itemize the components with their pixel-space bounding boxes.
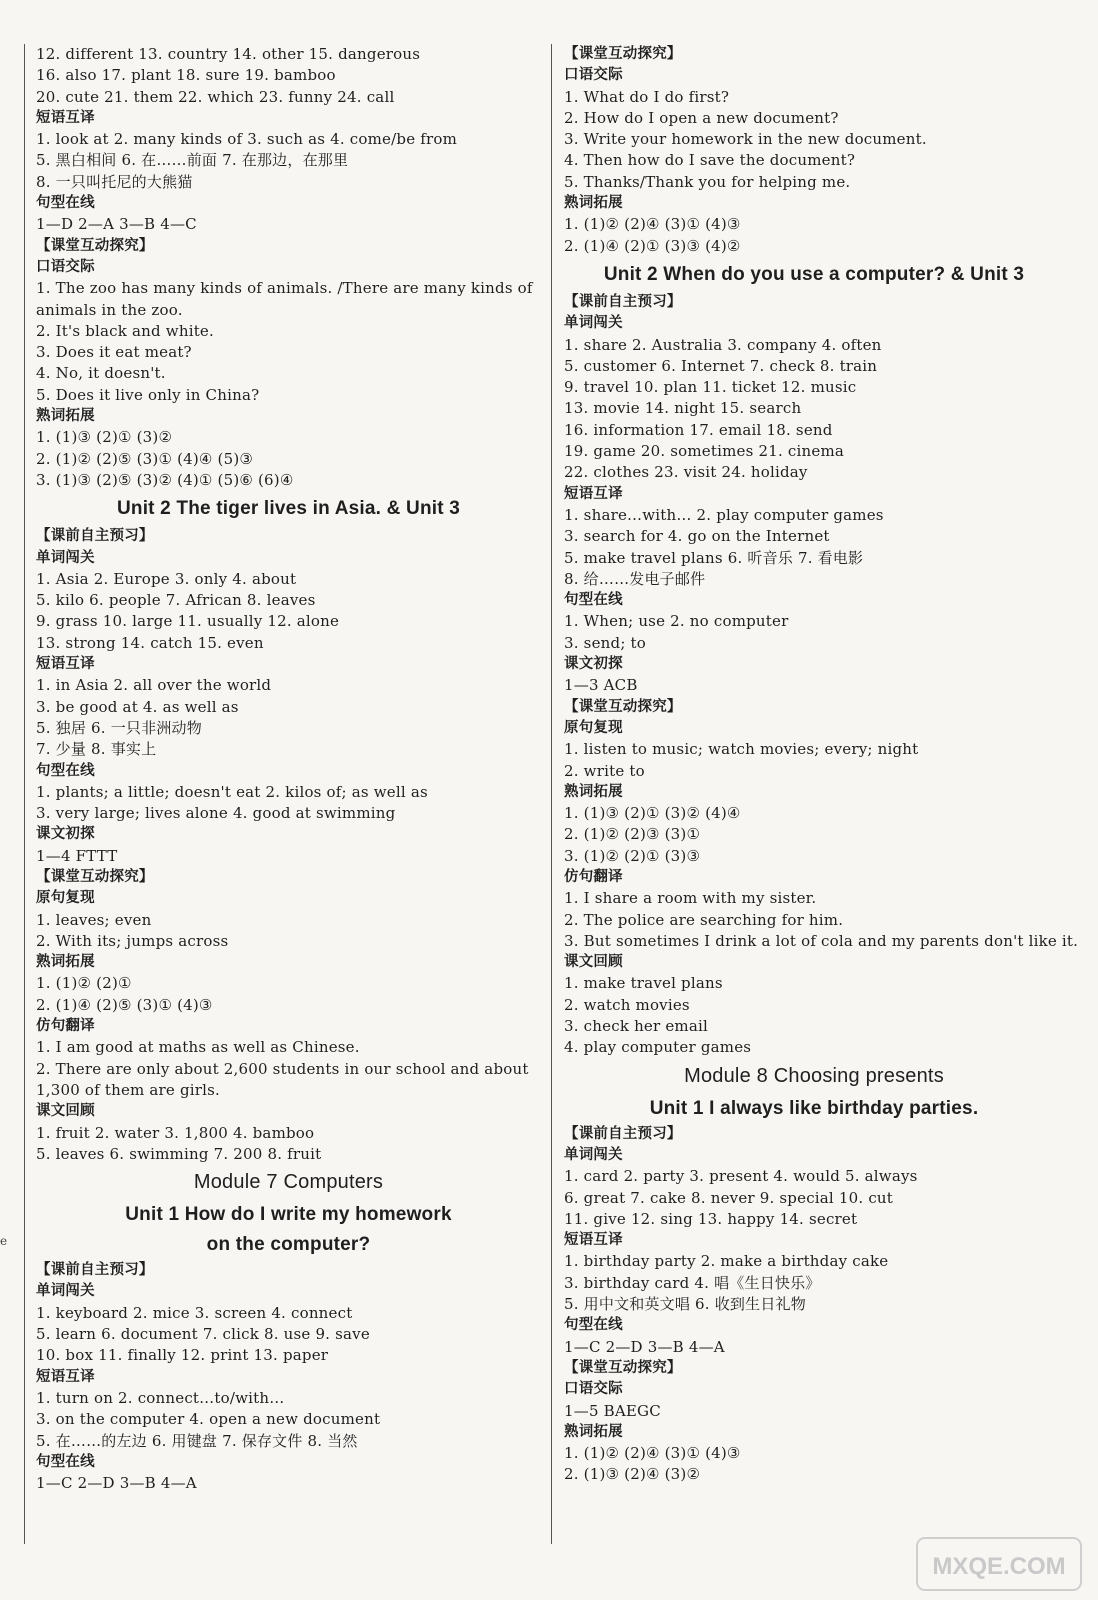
left-answer-line: 1. keyboard 2. mice 3. screen 4. connect <box>36 1303 353 1322</box>
left-answer-line: 1. (1)② (2)① <box>36 974 132 993</box>
right-answer-line: 5. customer 6. Internet 7. check 8. train <box>564 356 878 375</box>
right-answer-line: 16. information 17. email 18. send <box>564 420 833 439</box>
left-section-label: 仿句翻译 <box>36 1018 95 1035</box>
left-column <box>36 44 541 1494</box>
right-answer-line: 2. The police are searching for him. <box>564 910 844 929</box>
left-answer-line: 2. (1)④ (2)⑤ (3)① (4)③ <box>36 995 213 1014</box>
right-answer-line: 1. share 2. Australia 3. company 4. often <box>564 335 882 354</box>
right-answer-line: 1—3 ACB <box>564 676 638 695</box>
right-answer-line: 3. Write your homework in the new document. <box>564 130 927 149</box>
left-section-label: 口语交际 <box>36 258 95 275</box>
left-section-label: 【课前自主预习】 <box>36 528 154 545</box>
right-answer-line: 1. share…with… 2. play computer games <box>564 505 884 524</box>
left-margin-rule <box>24 44 25 1544</box>
right-answer-line: 8. 给……发电子邮件 <box>564 569 706 588</box>
right-answer-line: 11. give 12. sing 13. happy 14. secret <box>564 1209 858 1228</box>
right-section-label: 【课堂互动探究】 <box>564 698 682 715</box>
left-section-label: 句型在线 <box>36 762 95 779</box>
left-section-label: 熟词拓展 <box>36 408 95 425</box>
left-answer-line: 1—4 FTTT <box>36 846 118 865</box>
right-column <box>564 44 1079 1486</box>
right-section-label: 熟词拓展 <box>564 195 623 212</box>
left-answer-line: 2. There are only about 2,600 students in our school and about <box>36 1059 529 1078</box>
left-section-label: 课文初探 <box>36 826 95 843</box>
left-answer-line: 1. fruit 2. water 3. 1,800 4. bamboo <box>36 1123 315 1142</box>
right-answer-line: 3. But sometimes I drink a lot of cola and my parents don't like it. <box>564 931 1079 950</box>
right-answer-line: 13. movie 14. night 15. search <box>564 399 802 418</box>
right-section-label: 单词闯关 <box>564 1146 623 1163</box>
right-answer-line: 22. clothes 23. visit 24. holiday <box>564 463 808 482</box>
left-answer-line: 8. 一只叫托尼的大熊猫 <box>36 172 193 191</box>
right-answer-line: 1. birthday party 2. make a birthday cake <box>564 1252 889 1271</box>
edge-mark: e <box>0 1234 8 1248</box>
right-section-label: 课文回顾 <box>564 954 623 971</box>
right-answer-line: 6. great 7. cake 8. never 9. special 10. cut <box>564 1188 894 1207</box>
right-answer-line: 1. make travel plans <box>564 974 723 993</box>
left-answer-line: 3. Does it eat meat? <box>36 343 192 362</box>
left-answer-line: 2. With its; jumps across <box>36 931 229 950</box>
left-section-label: 【课堂互动探究】 <box>36 868 154 885</box>
left-section-label: 【课堂互动探究】 <box>36 237 154 254</box>
left-section-label: 单词闯关 <box>36 549 95 566</box>
left-answer-line: 5. kilo 6. people 7. African 8. leaves <box>36 591 316 610</box>
right-answer-line: 5. Thanks/Thank you for helping me. <box>564 172 851 191</box>
right-section-label: 单词闯关 <box>564 315 623 332</box>
left-section-label: 【课前自主预习】 <box>36 1262 154 1279</box>
right-section-label: 句型在线 <box>564 1317 623 1334</box>
left-answer-line: 5. leaves 6. swimming 7. 200 8. fruit <box>36 1144 322 1163</box>
left-section-label: 熟词拓展 <box>36 954 95 971</box>
right-section-label: 【课堂互动探究】 <box>564 46 682 62</box>
right-answer-line: 1. When; use 2. no computer <box>564 612 789 631</box>
right-section-label: 短语互译 <box>564 485 623 502</box>
left-answer-line: 9. grass 10. large 11. usually 12. alone <box>36 612 340 631</box>
right-section-label: 【课堂互动探究】 <box>564 1359 682 1376</box>
watermark-text: MXQE.COM <box>932 1553 1066 1580</box>
right-section-label: 仿句翻译 <box>564 868 623 885</box>
right-answer-line: 2. watch movies <box>564 995 690 1014</box>
left-answer-line: 1. The zoo has many kinds of animals. /There are many kinds of <box>36 279 533 298</box>
right-answer-line: 5. make travel plans 6. 听音乐 7. 看电影 <box>564 548 864 567</box>
left-answer-line: 20. cute 21. them 22. which 23. funny 24. call <box>36 87 395 106</box>
left-answer-line: 3. (1)③ (2)⑤ (3)② (4)① (5)⑥ (6)④ <box>36 470 294 489</box>
left-answer-line: 1. (1)③ (2)① (3)② <box>36 428 173 447</box>
left-section-heading: Module 7 Computers <box>193 1171 384 1194</box>
left-answer-line: 1—D 2—A 3—B 4—C <box>36 215 197 234</box>
right-answer-line: 3. birthday card 4. 唱《生日快乐》 <box>564 1273 821 1292</box>
left-section-label: 单词闯关 <box>36 1283 95 1300</box>
left-answer-line: 3. be good at 4. as well as <box>36 697 239 716</box>
right-answer-line: 4. Then how do I save the document? <box>564 151 856 170</box>
right-section-heading: Unit 2 When do you use a computer? & Unit 3 <box>603 263 1025 285</box>
right-answer-line: 2. How do I open a new document? <box>564 108 839 127</box>
right-answer-line: 3. search for 4. go on the Internet <box>564 527 830 546</box>
left-answer-line: 10. box 11. finally 12. print 13. paper <box>36 1346 329 1365</box>
right-answer-line: 1. What do I do first? <box>564 87 730 106</box>
right-answer-line: 1. (1)② (2)④ (3)① (4)③ <box>564 1444 741 1463</box>
right-answer-line: 1. (1)③ (2)① (3)② (4)④ <box>564 804 741 823</box>
left-section-label: 原句复现 <box>36 890 95 907</box>
right-answer-line: 1. card 2. party 3. present 4. would 5. always <box>564 1167 918 1186</box>
left-answer-line: 1. in Asia 2. all over the world <box>36 676 272 695</box>
left-answer-line: 5. 黑白相间 6. 在……前面 7. 在那边，在那里 <box>36 151 349 170</box>
left-section-label: 句型在线 <box>36 1453 95 1470</box>
left-answer-line: 3. very large; lives alone 4. good at swimming <box>36 804 396 823</box>
right-section-label: 课文初探 <box>564 656 623 673</box>
watermark-logo <box>914 1534 1084 1594</box>
right-answer-line: 3. check her email <box>564 1017 708 1036</box>
right-answer-line: 2. (1)③ (2)④ (3)② <box>564 1465 701 1484</box>
left-answer-line: 16. also 17. plant 18. sure 19. bamboo <box>36 66 336 85</box>
right-section-label: 口语交际 <box>564 67 623 84</box>
right-answer-line: 4. play computer games <box>564 1038 752 1057</box>
right-section-label: 原句复现 <box>564 719 623 736</box>
right-answer-line: 2. (1)② (2)③ (3)① <box>564 825 701 844</box>
left-answer-line: 5. 独居 6. 一只非洲动物 <box>36 718 202 737</box>
right-answer-line: 2. (1)④ (2)① (3)③ (4)② <box>564 236 741 255</box>
left-answer-line: 7. 少量 8. 事实上 <box>36 740 157 759</box>
right-section-label: 【课前自主预习】 <box>564 1125 682 1142</box>
left-answer-line: 1. plants; a little; doesn't eat 2. kilos of; as well as <box>36 782 428 801</box>
left-answer-line: 3. on the computer 4. open a new document <box>36 1410 381 1429</box>
left-answer-line: 4. No, it doesn't. <box>36 364 166 383</box>
left-answer-line: 1. I am good at maths as well as Chinese. <box>36 1038 360 1057</box>
right-section-label: 熟词拓展 <box>564 1423 623 1440</box>
left-answer-line: 1. turn on 2. connect…to/with… <box>36 1388 285 1407</box>
left-answer-line: 1—C 2—D 3—B 4—A <box>36 1474 197 1493</box>
left-answer-line: animals in the zoo. <box>36 300 183 319</box>
right-answer-line: 1—5 BAEGC <box>564 1401 661 1420</box>
left-answer-line: 1. Asia 2. Europe 3. only 4. about <box>36 569 297 588</box>
left-answer-line: 1,300 of them are girls. <box>36 1080 221 1099</box>
right-answer-line: 1. I share a room with my sister. <box>564 889 817 908</box>
left-answer-line: 2. (1)② (2)⑤ (3)① (4)④ (5)③ <box>36 449 254 468</box>
right-answer-line: 9. travel 10. plan 11. ticket 12. music <box>564 378 857 397</box>
left-answer-line: 5. Does it live only in China? <box>36 385 260 404</box>
left-section-heading: on the computer? <box>206 1234 371 1256</box>
right-section-label: 口语交际 <box>564 1381 623 1398</box>
left-answer-line: 2. It's black and white. <box>36 321 214 340</box>
left-answer-line: 12. different 13. country 14. other 15. dangerous <box>36 45 421 63</box>
right-answer-line: 3. (1)② (2)① (3)③ <box>564 846 701 865</box>
right-answer-line: 3. send; to <box>564 633 646 652</box>
right-answer-line: 1—C 2—D 3—B 4—A <box>564 1337 725 1356</box>
right-section-label: 短语互译 <box>564 1232 623 1249</box>
left-section-label: 短语互译 <box>36 656 95 673</box>
left-section-label: 课文回顾 <box>36 1103 95 1120</box>
left-answer-line: 13. strong 14. catch 15. even <box>36 633 264 652</box>
right-section-heading: Module 8 Choosing presents <box>684 1064 944 1087</box>
left-answer-line: 5. learn 6. document 7. click 8. use 9. save <box>36 1325 370 1344</box>
left-section-label: 句型在线 <box>36 195 95 212</box>
right-answer-line: 1. listen to music; watch movies; every; night <box>564 740 919 759</box>
column-divider <box>551 44 552 1544</box>
left-section-label: 短语互译 <box>36 109 95 126</box>
right-answer-line: 1. (1)② (2)④ (3)① (4)③ <box>564 215 741 234</box>
right-section-label: 熟词拓展 <box>564 783 623 800</box>
left-answer-line: 1. leaves; even <box>36 910 152 929</box>
left-section-heading: Unit 1 How do I write my homework <box>125 1204 452 1226</box>
right-section-heading: Unit 1 I always like birthday parties. <box>649 1097 979 1119</box>
left-section-label: 短语互译 <box>36 1368 95 1385</box>
right-section-label: 【课前自主预习】 <box>564 293 682 310</box>
left-answer-line: 1. look at 2. many kinds of 3. such as 4. come/be from <box>36 130 458 149</box>
left-section-heading: Unit 2 The tiger lives in Asia. & Unit 3 <box>116 498 461 520</box>
left-answer-line: 5. 在……的左边 6. 用键盘 7. 保存文件 8. 当然 <box>36 1431 358 1450</box>
right-section-label: 句型在线 <box>564 592 623 609</box>
right-answer-line: 5. 用中文和英文唱 6. 收到生日礼物 <box>564 1295 806 1314</box>
right-answer-line: 19. game 20. sometimes 21. cinema <box>564 442 845 461</box>
right-answer-line: 2. write to <box>564 761 645 780</box>
